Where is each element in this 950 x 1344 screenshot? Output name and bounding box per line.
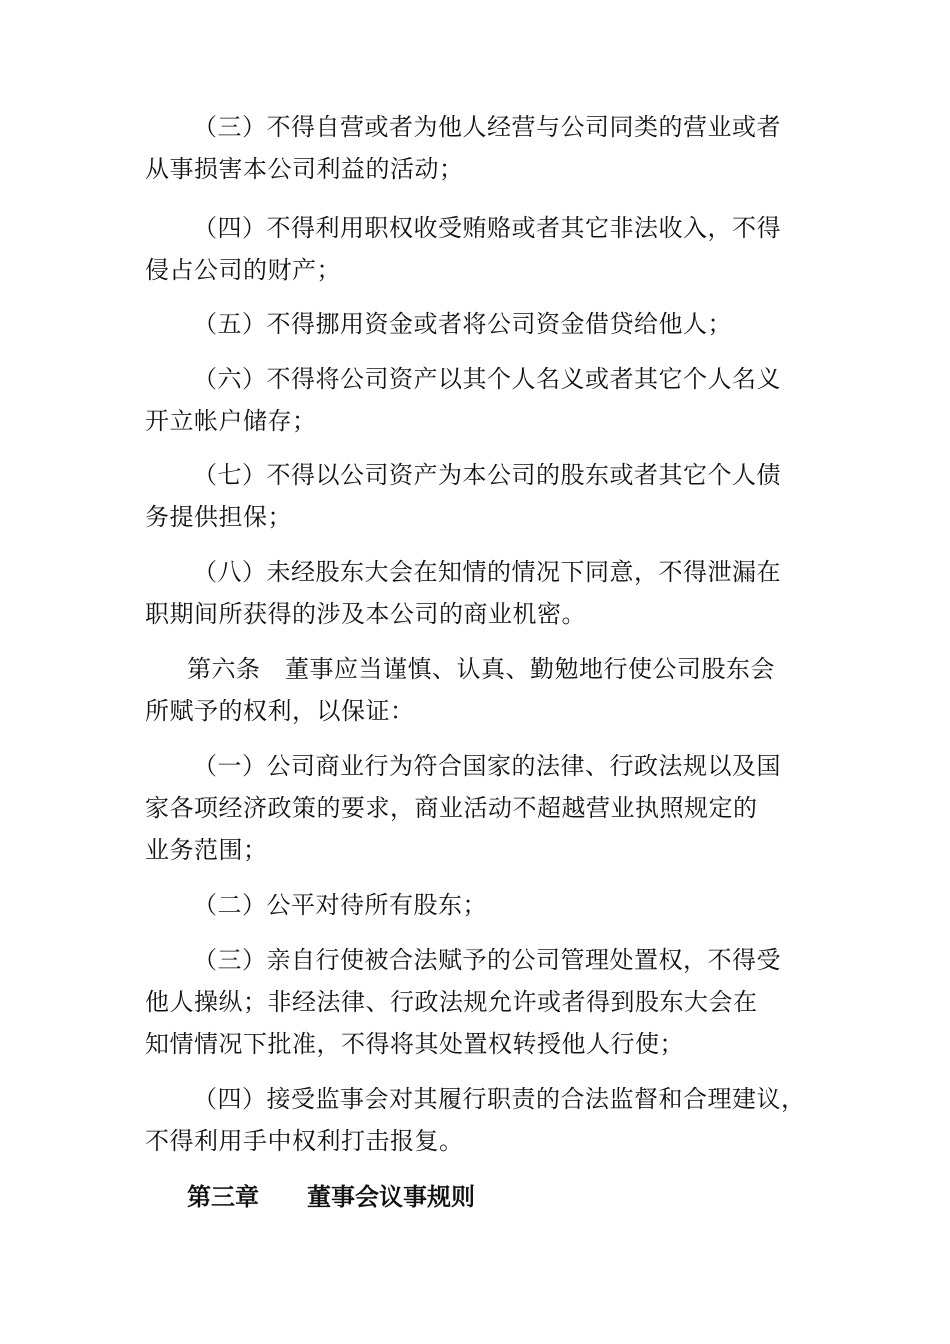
paragraph bbox=[145, 358, 810, 442]
paragraph bbox=[145, 939, 810, 1065]
paragraph-line: （七）不得以公司资产为本公司的股东或者其它个人债 bbox=[193, 461, 781, 489]
paragraph-line: 职期间所获得的涉及本公司的商业机密。 bbox=[145, 600, 586, 628]
paragraph-line: 所赋予的权利，以保证： bbox=[145, 697, 415, 725]
paragraph bbox=[145, 1078, 810, 1162]
paragraph-line: 务提供担保； bbox=[145, 503, 292, 531]
paragraph-line: 不得利用手中权利打击报复。 bbox=[145, 1127, 464, 1155]
chapter-heading bbox=[187, 1176, 475, 1218]
paragraph bbox=[145, 106, 810, 190]
paragraph-line: （八）未经股东大会在知情的情况下同意，不得泄漏在 bbox=[193, 558, 781, 586]
paragraph-line: （五）不得挪用资金或者将公司资金借贷给他人； bbox=[193, 310, 732, 338]
paragraph-line: （一）公司商业行为符合国家的法律、行政法规以及国 bbox=[193, 752, 781, 780]
paragraph-line: （三）不得自营或者为他人经营与公司同类的营业或者 bbox=[193, 113, 781, 141]
paragraph-line: 第六条 董事应当谨慎、认真、勤勉地行使公司股东会 bbox=[187, 655, 775, 683]
paragraph-line: 开立帐户储存； bbox=[145, 407, 317, 435]
chapter-title: 董事会议事规则 bbox=[307, 1182, 475, 1211]
paragraph-line: （四）不得利用职权收受贿赂或者其它非法收入，不得 bbox=[193, 214, 781, 242]
paragraph bbox=[145, 551, 810, 635]
paragraph-line: （三）亲自行使被合法赋予的公司管理处置权，不得受 bbox=[193, 946, 781, 974]
chapter-number: 第三章 bbox=[187, 1182, 259, 1211]
paragraph-line: 知情情况下批准，不得将其处置权转授他人行使； bbox=[145, 1030, 684, 1058]
paragraph-line: 他人操纵；非经法律、行政法规允许或者得到股东大会在 bbox=[145, 988, 758, 1016]
paragraph-line: （四）接受监事会对其履行职责的合法监督和合理建议， bbox=[193, 1085, 806, 1113]
paragraph-line: （二）公平对待所有股东； bbox=[193, 891, 487, 919]
paragraph bbox=[145, 454, 810, 538]
paragraph-line: 家各项经济政策的要求，商业活动不超越营业执照规定的 bbox=[145, 794, 758, 822]
article-paragraph bbox=[145, 648, 810, 732]
paragraph bbox=[145, 303, 810, 345]
paragraph bbox=[145, 884, 810, 926]
paragraph-line: 从事损害本公司利益的活动； bbox=[145, 155, 464, 183]
paragraph bbox=[145, 745, 810, 871]
paragraph-line: 侵占公司的财产； bbox=[145, 256, 341, 284]
paragraph-line: （六）不得将公司资产以其个人名义或者其它个人名义 bbox=[193, 365, 781, 393]
paragraph bbox=[145, 207, 810, 291]
paragraph-line: 业务范围； bbox=[145, 836, 268, 864]
